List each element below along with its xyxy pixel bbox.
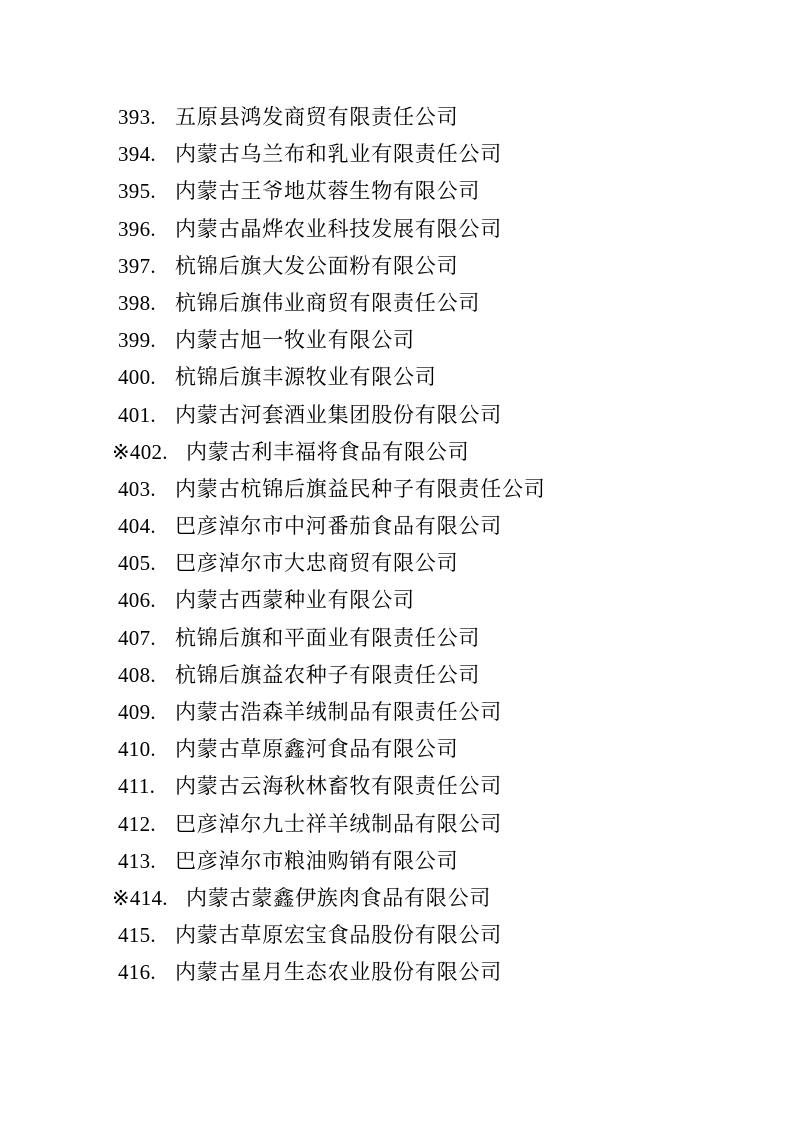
- item-number: 413.: [118, 848, 156, 873]
- item-name: 巴彦淖尔九士祥羊绒制品有限公司: [175, 811, 502, 836]
- item-number: ※402.: [112, 439, 168, 464]
- item-name: 内蒙古草原鑫河食品有限公司: [175, 737, 459, 762]
- item-name: 内蒙古蒙鑫伊族肉食品有限公司: [186, 885, 492, 910]
- list-item: [0, 99, 793, 136]
- item-number: 394.: [118, 142, 156, 167]
- list-item: [0, 508, 793, 545]
- list-item: [0, 545, 793, 582]
- list-item: [0, 434, 793, 471]
- list-item: [0, 359, 793, 396]
- item-number: 408.: [118, 662, 156, 687]
- list-item: [0, 322, 793, 359]
- item-name: 内蒙古河套酒业集团股份有限公司: [175, 402, 502, 427]
- item-number: 403.: [118, 476, 156, 501]
- list-item: [0, 917, 793, 954]
- item-name: 杭锦后旗丰源牧业有限公司: [175, 365, 437, 390]
- list-item: [0, 248, 793, 285]
- list-item: [0, 136, 793, 173]
- item-name: 内蒙古乌兰布和乳业有限责任公司: [175, 142, 502, 167]
- list-item: [0, 843, 793, 880]
- item-name: 杭锦后旗伟业商贸有限责任公司: [175, 290, 481, 315]
- item-number: 409.: [118, 700, 156, 724]
- list-item: [0, 582, 793, 619]
- list-item: [0, 694, 793, 731]
- item-number: 400.: [118, 365, 156, 390]
- item-number: 410.: [118, 737, 156, 762]
- item-number: 416.: [118, 960, 156, 985]
- list-item: [0, 806, 793, 843]
- list-item: [0, 397, 793, 434]
- list-item: [0, 657, 793, 694]
- list-item: [0, 211, 793, 248]
- item-number: 415.: [118, 923, 156, 948]
- list-item: [0, 768, 793, 805]
- list-item: [0, 880, 793, 917]
- item-name: 杭锦后旗和平面业有限责任公司: [175, 625, 481, 650]
- item-name: 杭锦后旗益农种子有限责任公司: [175, 662, 481, 687]
- item-number: 395.: [118, 179, 156, 204]
- item-name: 五原县鸿发商贸有限责任公司: [175, 105, 459, 129]
- list-item: [0, 731, 793, 768]
- item-name: 杭锦后旗大发公面粉有限公司: [175, 253, 459, 278]
- item-name: 内蒙古草原宏宝食品股份有限公司: [175, 923, 502, 948]
- item-name: 内蒙古旭一牧业有限公司: [175, 328, 415, 353]
- list-item: [0, 285, 793, 322]
- item-name: 巴彦淖尔市中河番茄食品有限公司: [175, 514, 502, 539]
- item-number: 411.: [118, 774, 156, 799]
- item-name: 内蒙古利丰福将食品有限公司: [186, 439, 470, 464]
- list-item: [0, 173, 793, 210]
- item-name: 内蒙古浩森羊绒制品有限责任公司: [175, 700, 502, 724]
- item-number: 407.: [118, 625, 156, 650]
- item-name: 内蒙古王爷地苁蓉生物有限公司: [175, 179, 481, 204]
- item-number: 406.: [118, 588, 156, 613]
- item-number: 401.: [118, 402, 156, 427]
- item-number: 398.: [118, 290, 156, 315]
- item-number: 396.: [118, 216, 156, 241]
- item-number: 393.: [118, 105, 156, 129]
- item-name: 内蒙古晶烨农业科技发展有限公司: [175, 216, 502, 241]
- item-number: 405.: [118, 551, 156, 576]
- item-number: 399.: [118, 328, 156, 353]
- list-item: [0, 954, 793, 991]
- item-number: 412.: [118, 811, 156, 836]
- item-name: 内蒙古星月生态农业股份有限公司: [175, 960, 502, 985]
- item-number: 397.: [118, 253, 156, 278]
- list-item: [0, 620, 793, 657]
- item-name: 巴彦淖尔市大忠商贸有限公司: [175, 551, 459, 576]
- item-name: 内蒙古西蒙种业有限公司: [175, 588, 415, 613]
- item-name: 内蒙古杭锦后旗益民种子有限责任公司: [175, 476, 546, 501]
- list-item: [0, 471, 793, 508]
- item-name: 内蒙古云海秋林畜牧有限责任公司: [175, 774, 502, 799]
- item-number: ※414.: [112, 885, 168, 910]
- item-name: 巴彦淖尔市粮油购销有限公司: [175, 848, 459, 873]
- item-number: 404.: [118, 514, 156, 539]
